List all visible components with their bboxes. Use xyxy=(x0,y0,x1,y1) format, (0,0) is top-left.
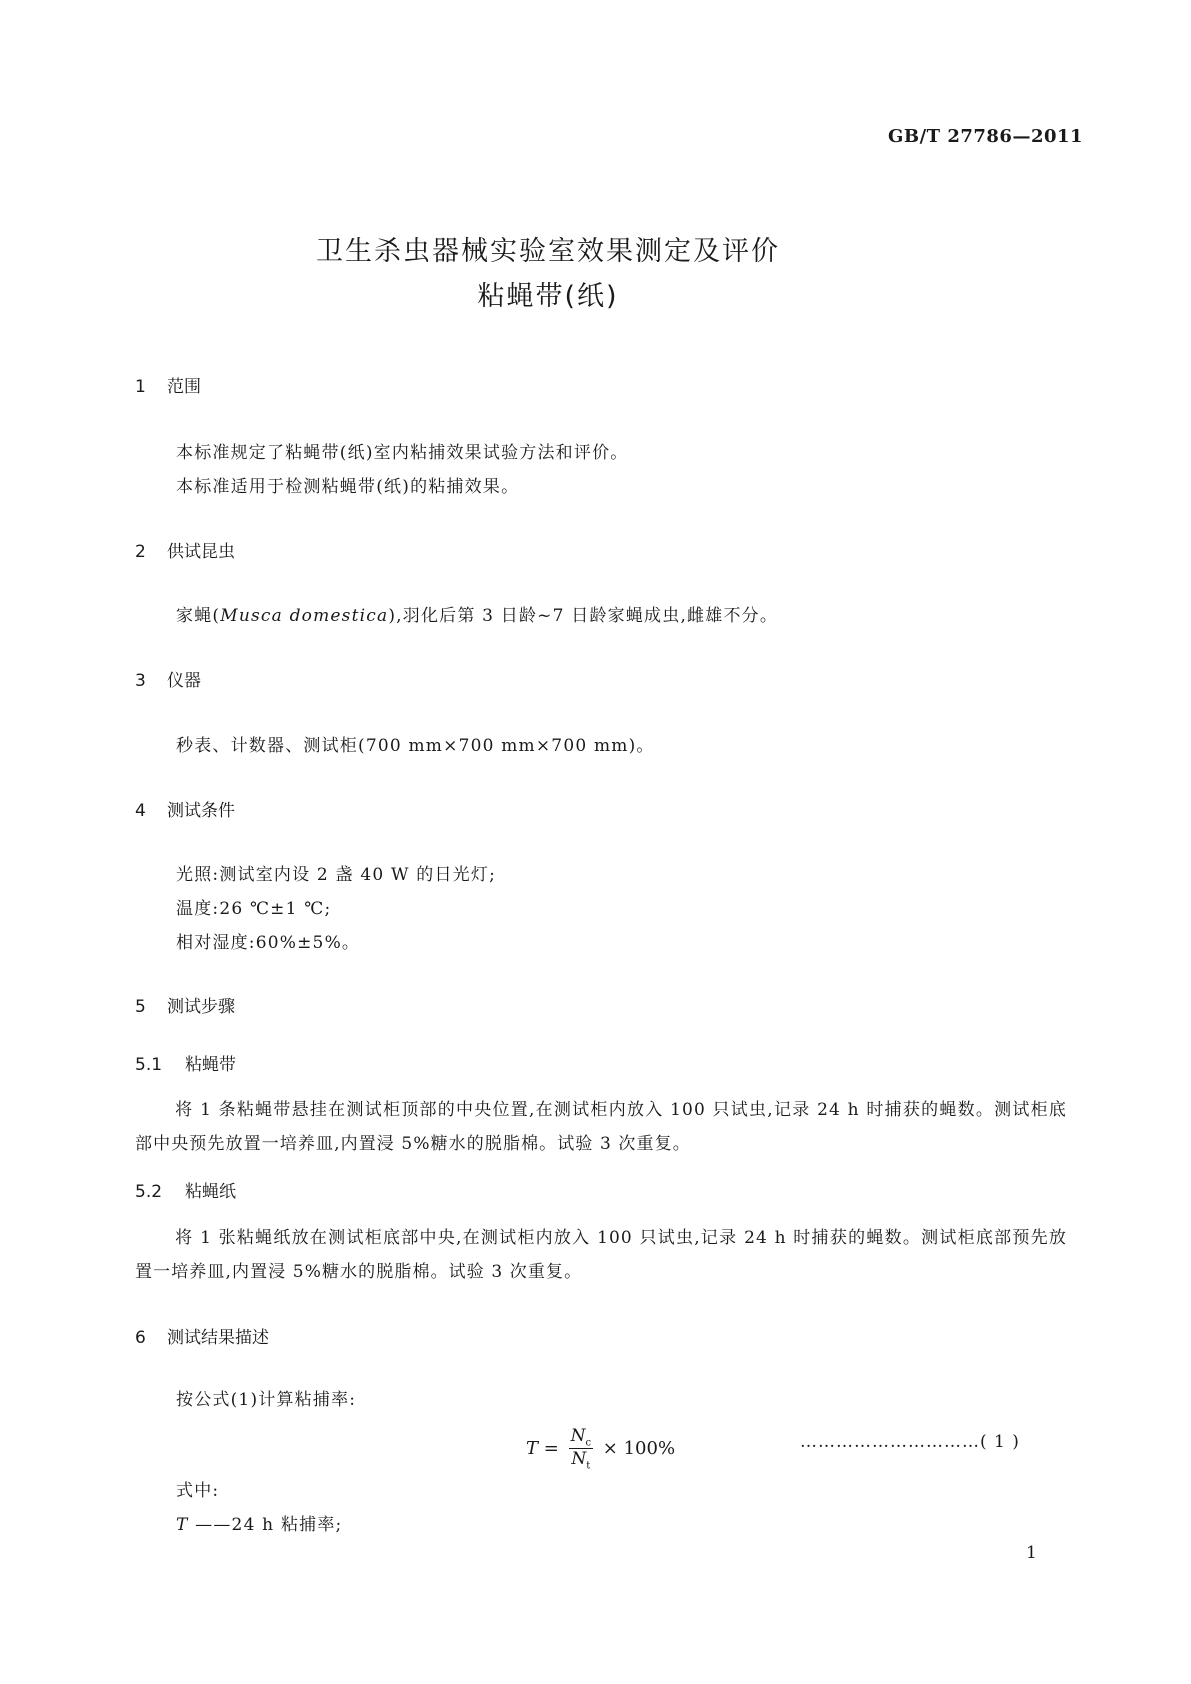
paragraph-text: 将 1 张粘蝇纸放在测试柜底部中央,在测试柜内放入 100 只试虫,记录 24 h 时捕获的蝇数。测试柜底部预先放置一培养皿,内置浸 5%糖水的脱脂棉。试验 3 次重复。 xyxy=(135,1228,1067,1282)
section-6-heading xyxy=(135,1323,269,1348)
section-3-heading xyxy=(135,666,201,691)
paragraph xyxy=(135,1093,1067,1161)
paragraph: 秒表、计数器、测试柜(700 mm×700 mm×700 mm)。 xyxy=(176,736,655,756)
section-1-heading xyxy=(135,372,201,397)
denominator-subscript: t xyxy=(586,1460,591,1472)
section-title: 测试步骤 xyxy=(167,997,235,1017)
text-segment: ),羽化后第 3 日龄~7 日龄家蝇成虫,雌雄不分。 xyxy=(388,606,779,626)
formula-number: …………………………( 1 ) xyxy=(800,1432,1020,1452)
paragraph: 本标准适用于检测粘蝇带(纸)的粘捕效果。 xyxy=(176,477,520,497)
subsection-number: 5.2 xyxy=(135,1182,163,1202)
variable-description: ——24 h 粘捕率; xyxy=(188,1515,343,1535)
section-title: 仪器 xyxy=(167,671,201,691)
document-title: 卫生杀虫器械实验室效果测定及评价 xyxy=(316,236,780,267)
formula-equals: = xyxy=(543,1437,559,1459)
document-subtitle: 粘蝇带(纸) xyxy=(477,281,619,312)
subsection-title: 粘蝇带 xyxy=(185,1055,236,1075)
paragraph xyxy=(176,601,778,626)
paragraph-text: 将 1 条粘蝇带悬挂在测试柜顶部的中央位置,在测试柜内放入 100 只试虫,记录 24 h 时捕获的蝇数。测试柜底部中央预先放置一培养皿,内置浸 5%糖水的脱脂棉。试验 3 次重复。 xyxy=(135,1100,1067,1154)
page-number: 1 xyxy=(1026,1543,1037,1563)
denominator-symbol: N xyxy=(571,1449,587,1470)
section-number: 1 xyxy=(135,377,146,397)
text-segment: 家蝇( xyxy=(176,606,221,626)
standard-code: GB/T 27786—2011 xyxy=(888,126,1084,147)
section-title: 测试结果描述 xyxy=(167,1328,269,1348)
section-2-heading xyxy=(135,537,235,562)
subsection-number: 5.1 xyxy=(135,1055,163,1075)
formula-1 xyxy=(526,1426,675,1472)
subsection-title: 粘蝇纸 xyxy=(185,1182,236,1202)
subsection-5-2-heading xyxy=(135,1177,236,1202)
paragraph: 相对湿度:60%±5%。 xyxy=(176,933,361,953)
section-title: 供试昆虫 xyxy=(167,542,235,562)
section-4-heading xyxy=(135,796,235,821)
formula-lhs: T xyxy=(526,1437,539,1459)
species-name: Musca domestica xyxy=(220,606,389,626)
numerator-symbol: N xyxy=(570,1426,586,1446)
subsection-5-1-heading xyxy=(135,1050,236,1075)
variable-definition xyxy=(176,1510,342,1535)
numerator-subscript: c xyxy=(585,1437,592,1449)
paragraph: 光照:测试室内设 2 盏 40 W 的日光灯; xyxy=(176,865,496,885)
section-number: 3 xyxy=(135,671,146,691)
fraction-denominator xyxy=(569,1449,593,1471)
section-number: 2 xyxy=(135,542,146,562)
paragraph: 式中: xyxy=(176,1481,220,1501)
section-title: 测试条件 xyxy=(167,801,235,821)
formula-fraction xyxy=(569,1426,593,1472)
paragraph xyxy=(135,1221,1067,1289)
paragraph: 温度:26 ℃±1 ℃; xyxy=(176,899,332,919)
section-title: 范围 xyxy=(167,377,201,397)
section-5-heading xyxy=(135,992,235,1017)
section-number: 6 xyxy=(135,1328,146,1348)
paragraph: 按公式(1)计算粘捕率: xyxy=(176,1390,357,1410)
fraction-numerator xyxy=(569,1426,593,1449)
section-number: 4 xyxy=(135,801,146,821)
variable-symbol: T xyxy=(176,1515,189,1535)
section-number: 5 xyxy=(135,997,146,1017)
paragraph: 本标准规定了粘蝇带(纸)室内粘捕效果试验方法和评价。 xyxy=(176,443,629,463)
formula-rhs: × 100% xyxy=(602,1437,676,1459)
